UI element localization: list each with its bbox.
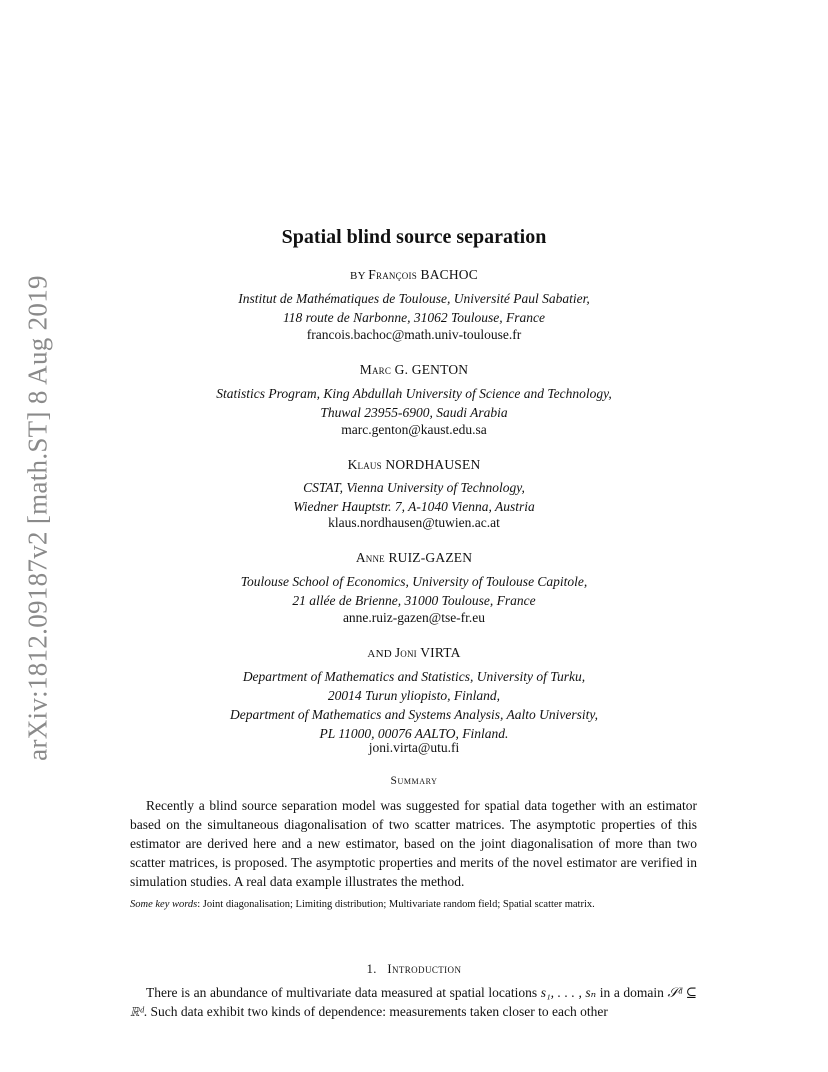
affiliation-line: 20014 Turun yliopisto, Finland, — [327, 688, 501, 703]
author-name — [0, 457, 828, 473]
author-first-name: Anne — [355, 550, 385, 565]
affiliation-line: Statistics Program, King Abdullah University of Science and Technology, — [216, 386, 612, 401]
author-affiliation — [0, 572, 828, 610]
section-number: 1. — [366, 962, 377, 976]
author-prefix: AND — [367, 648, 395, 660]
intro-math: 𝒮ᵈ ⊆ ℝᵈ — [130, 985, 697, 1019]
author-prefix: BY — [350, 270, 369, 282]
section-title: Introduction — [387, 962, 462, 976]
author-email: joni.virta@utu.fi — [368, 740, 460, 755]
author-name — [0, 362, 828, 378]
author-first-name: Klaus — [347, 457, 382, 472]
affiliation-line: Institut de Mathématiques de Toulouse, Université Paul Sabatier, — [238, 291, 590, 306]
author-email: francois.bachoc@math.univ-toulouse.fr — [306, 327, 522, 342]
author-name — [0, 550, 828, 566]
intro-math: s₁, . . . , sₙ — [540, 985, 597, 1000]
intro-text: . Such data exhibit two kinds of dependence: measurements taken closer to each other — [143, 1004, 608, 1019]
affiliation-line: Department of Mathematics and Systems Analysis, Aalto University, — [229, 707, 599, 722]
paper-title: Spatial blind source separation — [281, 226, 547, 248]
arxiv-stamp: arXiv:1812.09187v2 [math.ST] 8 Aug 2019 — [22, 275, 53, 761]
author-email: klaus.nordhausen@tuwien.ac.at — [328, 515, 500, 530]
summary-heading: Summary — [390, 775, 438, 787]
keywords-list: : Joint diagonalisation; Limiting distribution; Multivariate random field; Spatial scatter matrix. — [197, 899, 595, 910]
author-affiliation — [0, 478, 828, 516]
affiliation-line: PL 11000, 00076 AALTO, Finland. — [319, 726, 509, 741]
affiliation-line: Toulouse School of Economics, University of Toulouse Capitole, — [240, 574, 588, 589]
affiliation-line: CSTAT, Vienna University of Technology, — [303, 480, 525, 495]
affiliation-line: 118 route de Narbonne, 31062 Toulouse, France — [283, 310, 545, 325]
section-heading — [0, 962, 828, 977]
author-name — [0, 267, 828, 283]
author-last-name: NORDHAUSEN — [385, 457, 481, 472]
affiliation-line: Department of Mathematics and Statistics, University of Turku, — [242, 669, 586, 684]
abstract-text: Recently a blind source separation model was suggested for spatial data together with an estimator based on the simultaneous diagonalisation of two scatter matrices. The asymptotic properties of this estimator are derived here and a new estimator, based on the joint diagonalisation of more than two scatter matrices, is proposed. The asymptotic properties and merits of the novel estimator are verified in simulation studies. A real data example illustrates the method. — [130, 798, 697, 889]
author-name — [0, 645, 828, 661]
author-last-name: VIRTA — [420, 645, 461, 660]
intro-text: There is an abundance of multivariate data measured at spatial locations — [146, 985, 541, 1000]
author-first-name: Joni — [394, 645, 417, 660]
intro-paragraph — [130, 983, 697, 1021]
intro-text: in a domain — [596, 985, 668, 1000]
affiliation-line: Wiedner Hauptstr. 7, A-1040 Vienna, Austria — [293, 499, 535, 514]
author-last-name: GENTON — [411, 362, 469, 377]
author-last-name: RUIZ-GAZEN — [388, 550, 473, 565]
affiliation-line: Thuwal 23955-6900, Saudi Arabia — [320, 405, 508, 420]
author-email: marc.genton@kaust.edu.sa — [341, 422, 487, 437]
author-last-name: BACHOC — [420, 267, 478, 282]
author-affiliation — [0, 667, 828, 743]
affiliation-line: 21 allée de Brienne, 31000 Toulouse, France — [292, 593, 536, 608]
keywords — [130, 899, 697, 910]
author-first-name: François — [368, 267, 417, 282]
author-email: anne.ruiz-gazen@tse-fr.eu — [342, 610, 486, 625]
keywords-label: Some key words — [130, 899, 198, 910]
author-affiliation — [0, 289, 828, 327]
author-first-name: Marc G. — [359, 362, 409, 377]
author-affiliation — [0, 384, 828, 422]
